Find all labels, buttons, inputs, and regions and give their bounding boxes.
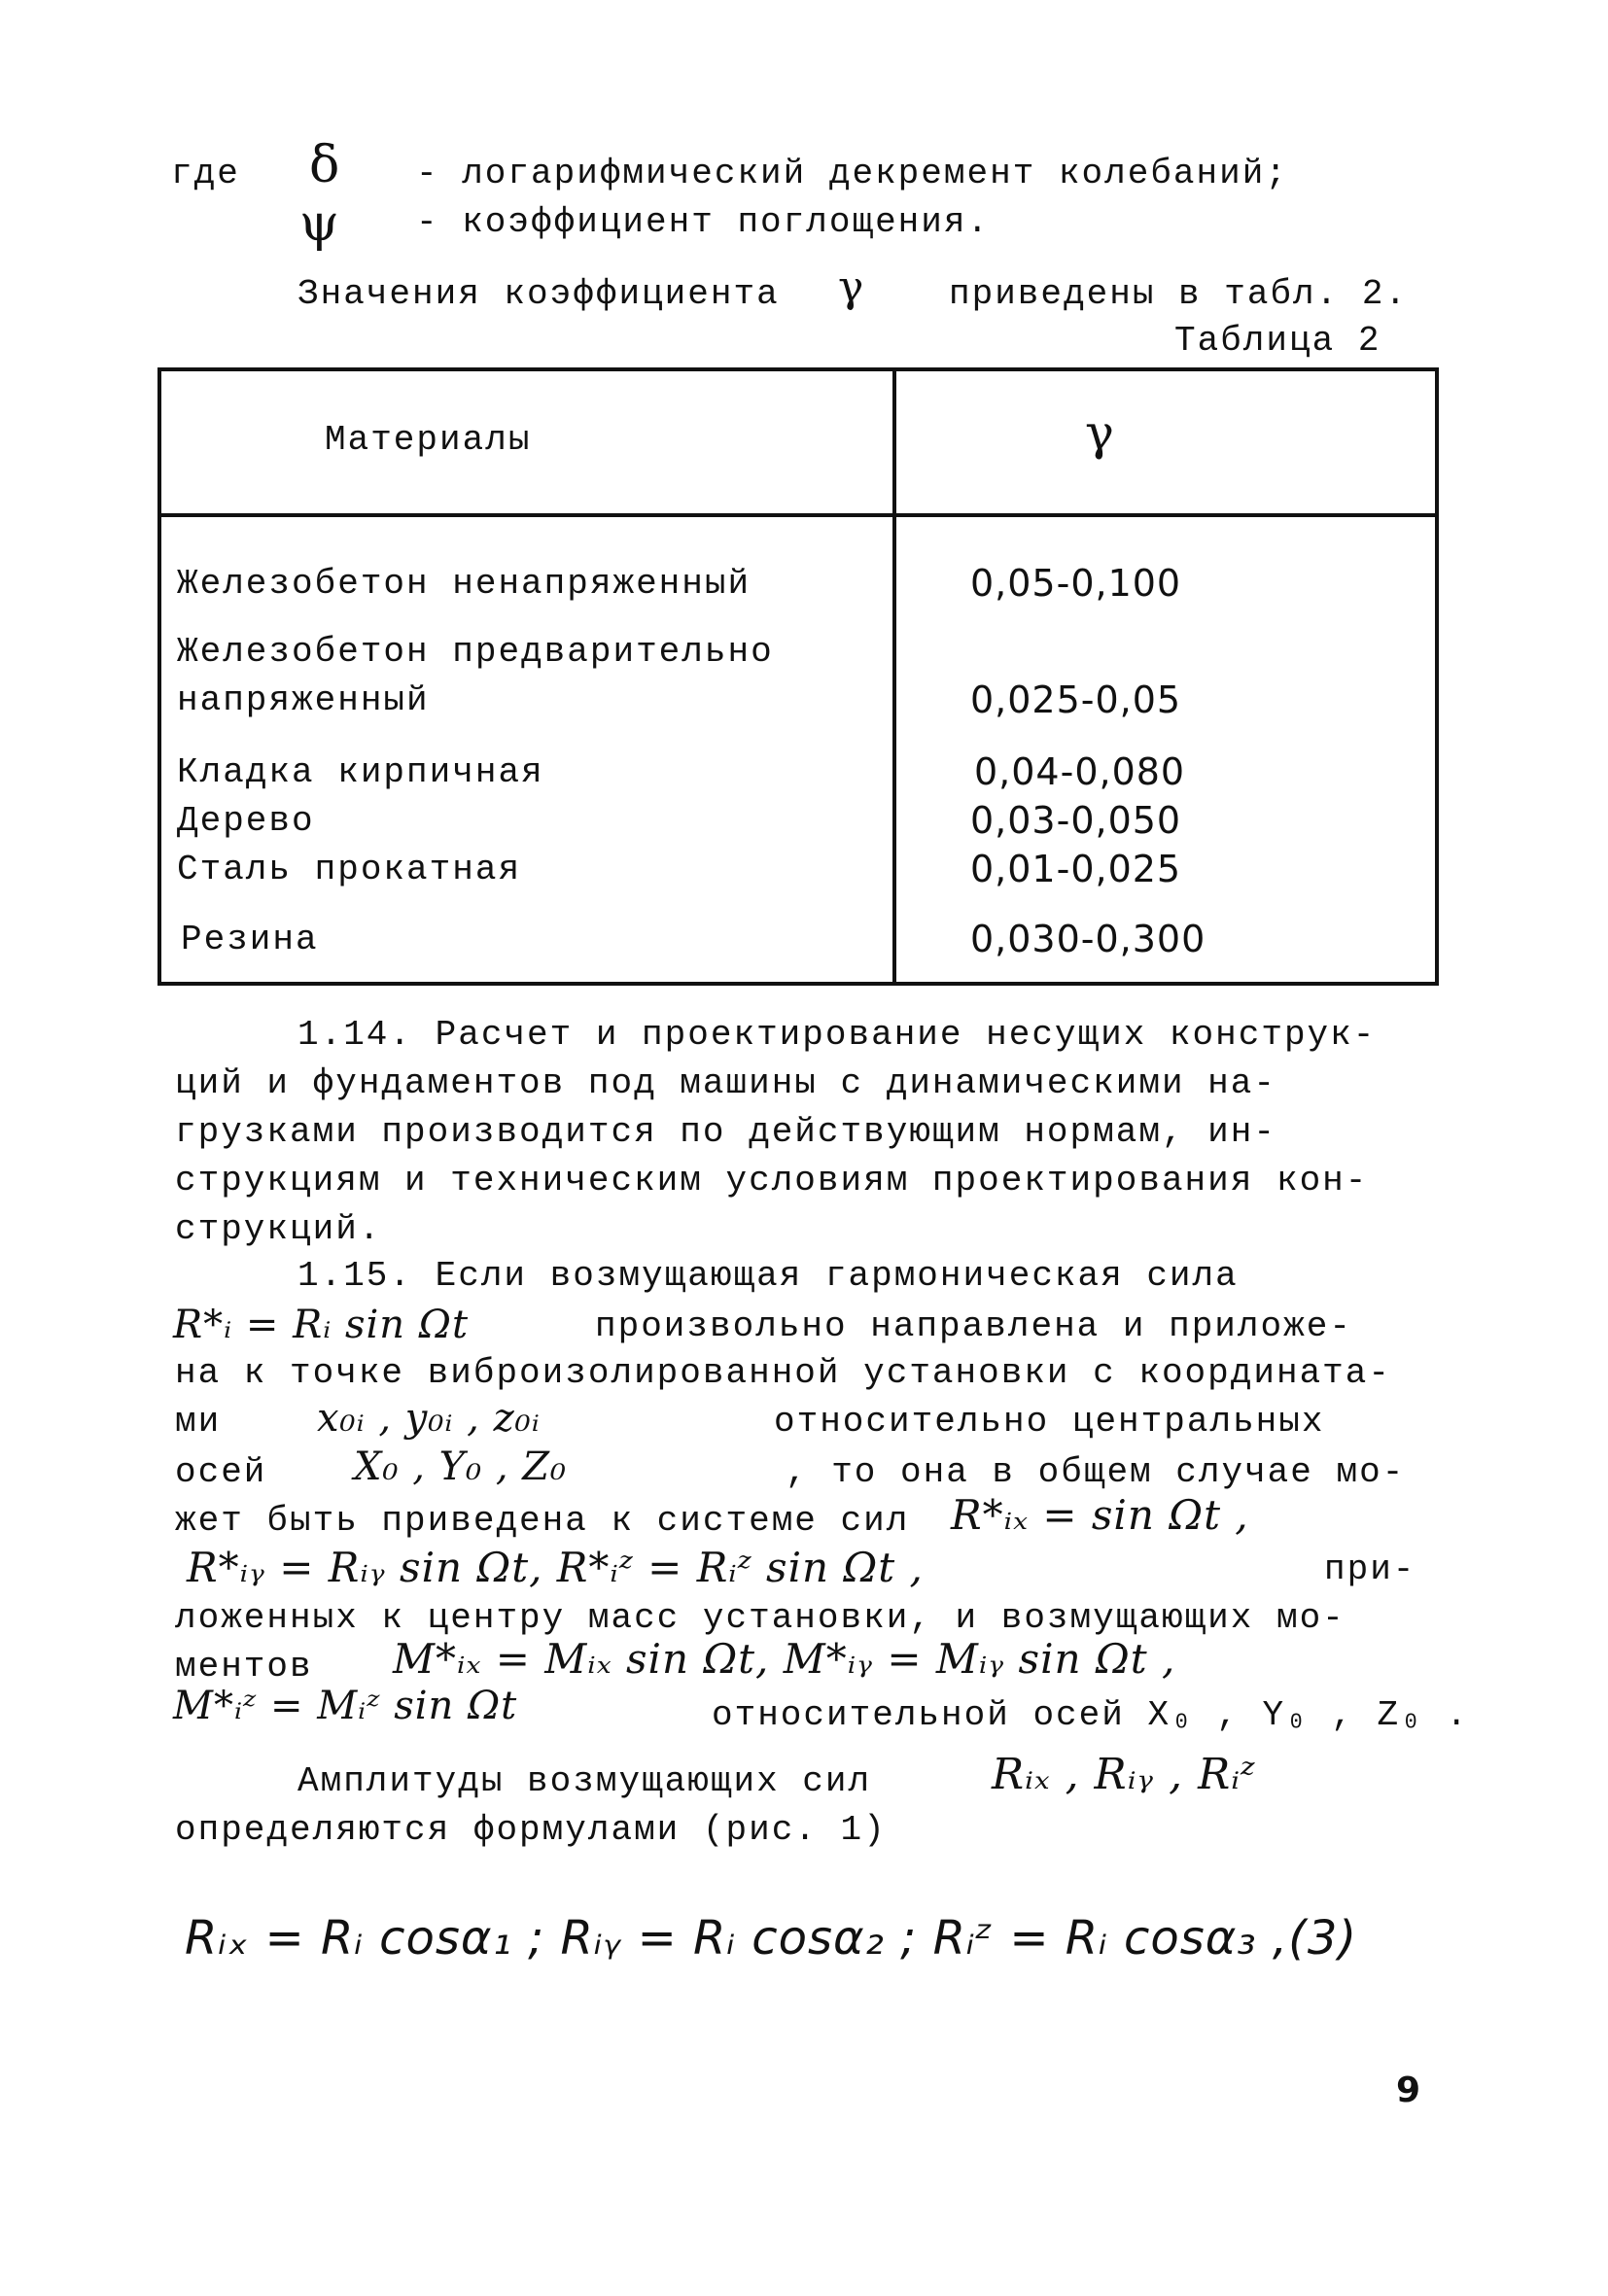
para-115-line: ментов xyxy=(175,1647,313,1687)
row-value: 0,04-0,080 xyxy=(974,750,1186,793)
where-word: где xyxy=(171,154,240,193)
gamma-symbol: γ xyxy=(838,262,864,312)
para-115-line: ложенных к центру масс установки, и возмущающих мо- xyxy=(175,1598,1346,1638)
row-material: Железобетон предварительно xyxy=(177,632,774,672)
row-material: Сталь прокатная xyxy=(177,850,522,889)
para-115-line: при- xyxy=(1324,1549,1416,1589)
para-114-line: грузками производится по действующим нормам, ин- xyxy=(175,1112,1276,1152)
moment-z-formula: M*ᵢᶻ = Mᵢᶻ sin Ωt xyxy=(173,1684,518,1728)
row-material: Дерево xyxy=(177,801,315,841)
para-115-line: 1.15. Если возмущающая гармоническая сила xyxy=(297,1256,1239,1296)
para-115-line: произвольно направлена и приложе- xyxy=(595,1306,1352,1346)
row-material: Железобетон ненапряженный xyxy=(177,564,752,604)
para-115-line: относительно центральных xyxy=(774,1402,1325,1442)
materials-table xyxy=(157,367,1439,986)
para-114-line: 1.14. Расчет и проектирование несущих конструк- xyxy=(297,1015,1377,1055)
para-115-line: жет быть приведена к системе сил xyxy=(175,1501,910,1541)
row-value: 0,01-0,025 xyxy=(970,848,1182,890)
row-material-cont: напряженный xyxy=(177,680,430,720)
row-material: Резина xyxy=(181,920,319,959)
para-115-line: , то она в общем случае мо- xyxy=(786,1452,1406,1492)
table-caption: Таблица 2 xyxy=(1174,321,1381,361)
amplitudes-formula: Rᵢₓ , Rᵢᵧ , Rᵢᶻ xyxy=(992,1750,1256,1799)
force-formula: R*ᵢ = Rᵢ sin Ωt xyxy=(173,1303,470,1347)
formula-3: Rᵢₓ = Rᵢ cosα₁ ; Rᵢᵧ = Rᵢ cosα₂ ; Rᵢᶻ = Rᵢ cosα₃ ,(3) xyxy=(185,1911,1358,1966)
column-divider xyxy=(892,371,896,982)
row-material: Кладка кирпичная xyxy=(177,752,544,792)
para-115-line: ми xyxy=(175,1402,222,1442)
para-114-line: струкциям и техническим условиям проектирования кон- xyxy=(175,1161,1369,1200)
psi-definition: - коэффициент поглощения. xyxy=(416,202,991,242)
intro-text-after: приведены в табл. 2. xyxy=(949,274,1409,314)
para-114-line: ций и фундаментов под машины с динамическими на- xyxy=(175,1063,1276,1103)
amplitudes-line: определяются формулами (рис. 1) xyxy=(175,1810,887,1850)
row-value: 0,025-0,05 xyxy=(970,678,1182,721)
header-materials: Материалы xyxy=(325,420,532,460)
header-divider xyxy=(161,513,1435,517)
coordinates-formula: x₀ᵢ , y₀ᵢ , z₀ᵢ xyxy=(317,1396,541,1441)
intro-text-before: Значения коэффициента xyxy=(297,274,780,314)
force-yz-formula: R*ᵢᵧ = Rᵢᵧ sin Ωt, R*ᵢᶻ = Rᵢᶻ sin Ωt , xyxy=(187,1544,924,1591)
row-value: 0,05-0,100 xyxy=(970,562,1182,605)
delta-symbol: δ xyxy=(309,136,340,194)
delta-definition: - логарифмический декремент колебаний; xyxy=(416,154,1288,193)
header-gamma: γ xyxy=(1085,404,1116,461)
axes-formula: X₀ , Y₀ , Z₀ xyxy=(354,1444,568,1489)
para-115-line: на к точке виброизолированной установки с координата- xyxy=(175,1353,1391,1393)
row-value: 0,03-0,050 xyxy=(970,799,1182,842)
para-115-line: относительной осей X₀ , Y₀ , Z₀ . xyxy=(712,1695,1469,1735)
amplitudes-line: Амплитуды возмущающих сил xyxy=(297,1761,872,1801)
page-number: 9 xyxy=(1396,2070,1423,2110)
para-114-line: струкций. xyxy=(175,1209,382,1249)
force-x-formula: R*ᵢₓ = sin Ωt , xyxy=(951,1491,1249,1539)
para-115-line: осей xyxy=(175,1452,267,1492)
row-value: 0,030-0,300 xyxy=(970,918,1206,960)
moments-formula: M*ᵢₓ = Mᵢₓ sin Ωt, M*ᵢᵧ = Mᵢᵧ sin Ωt , xyxy=(393,1635,1176,1683)
psi-symbol: ψ xyxy=(299,194,339,253)
